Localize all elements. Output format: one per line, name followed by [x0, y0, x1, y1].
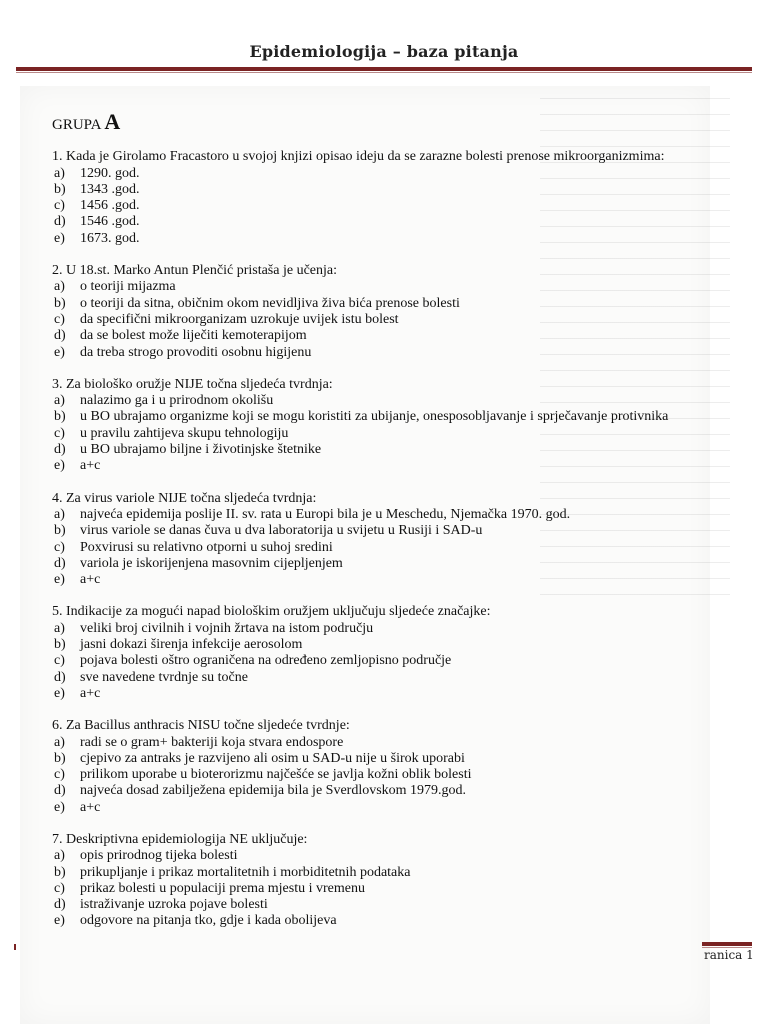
option-letter: b)	[54, 409, 66, 425]
option-letter: d)	[54, 328, 66, 344]
answer-option	[52, 572, 692, 588]
option-text: sve navedene tvrdnje su točne	[80, 669, 248, 685]
option-text: a+c	[80, 685, 101, 701]
option-letter: d)	[54, 783, 66, 799]
option-letter: a)	[54, 279, 65, 295]
option-letter: e)	[54, 572, 65, 588]
question-text: 3. Za biološko oružje NIJE točna sljedeća tvrdnja:	[52, 376, 333, 392]
option-letter: c)	[54, 539, 65, 555]
header-divider	[16, 67, 752, 71]
option-letter: d)	[54, 214, 66, 230]
header-divider-thin	[16, 72, 752, 73]
option-text: da se bolest može liječiti kemoterapijom	[80, 328, 307, 344]
answer-option	[52, 393, 692, 409]
question-text: 7. Deskriptivna epidemiologija NE uključuje:	[52, 831, 308, 847]
option-letter: e)	[54, 344, 65, 360]
option-letter: c)	[54, 311, 65, 327]
option-text: da specifični mikroorganizam uzrokuje uvijek istu bolest	[80, 311, 399, 327]
option-text: najveća epidemija poslije II. sv. rata u Europi bila je u Meschedu, Njemačka 1970. god.	[80, 506, 571, 522]
answer-option	[52, 279, 692, 295]
question-block	[52, 718, 692, 816]
option-letter: b)	[54, 523, 66, 539]
option-letter: c)	[54, 425, 65, 441]
option-letter: a)	[54, 734, 65, 750]
option-text: 1673. god.	[80, 230, 140, 246]
answer-option	[52, 670, 692, 686]
option-letter: e)	[54, 685, 65, 701]
option-letter: c)	[54, 767, 65, 783]
option-text: jasni dokazi širenja infekcije aerosolom	[80, 637, 303, 653]
question-block	[52, 377, 692, 475]
option-letter: e)	[54, 230, 65, 246]
option-text: 1343 .god.	[80, 181, 140, 197]
answer-options	[52, 735, 692, 816]
answer-option	[52, 182, 692, 198]
questions-container	[52, 149, 692, 929]
answer-option	[52, 735, 692, 751]
answer-option	[52, 296, 692, 312]
option-text: istraživanje uzroka pojave bolesti	[80, 897, 268, 913]
answer-option	[52, 767, 692, 783]
option-text: virus variole se danas čuva u dva laboratorija u svijetu u Rusiji i SAD-u	[80, 523, 483, 539]
answer-options	[52, 848, 692, 929]
group-letter: A	[104, 109, 121, 134]
option-letter: d)	[54, 442, 66, 458]
option-text: u BO ubrajamo biljne i životinjske štetnike	[80, 442, 322, 458]
option-letter: b)	[54, 295, 66, 311]
answer-option	[52, 507, 692, 523]
option-text: da treba strogo provoditi osobnu higijenu	[80, 344, 312, 360]
option-letter: d)	[54, 555, 66, 571]
option-text: a+c	[80, 572, 101, 588]
option-text: Poxvirusi su relativno otporni u suhoj sredini	[80, 539, 333, 555]
answer-option	[52, 426, 692, 442]
answer-option	[52, 442, 692, 458]
answer-option	[52, 751, 692, 767]
option-letter: c)	[54, 198, 65, 214]
footer-left-mark	[14, 944, 16, 950]
answer-options	[52, 393, 692, 474]
page-header-title: Epidemiologija – baza pitanja	[249, 42, 519, 61]
question-block	[52, 832, 692, 930]
answer-option	[52, 345, 692, 361]
option-letter: e)	[54, 799, 65, 815]
question-block	[52, 263, 692, 361]
option-letter: c)	[54, 653, 65, 669]
option-text: prilikom uporabe u bioterorizmu najčešće se javlja kožni oblik bolesti	[80, 767, 472, 783]
option-text: u BO ubrajamo organizme koji se mogu koristiti za ubijanje, onesposobljavanje i sprječavanje protivnika	[80, 409, 669, 425]
answer-option	[52, 214, 692, 230]
answer-option	[52, 783, 692, 799]
option-letter: a)	[54, 506, 65, 522]
option-letter: b)	[54, 864, 66, 880]
option-text: odgovore na pitanja tko, gdje i kada obolijeva	[80, 913, 337, 929]
group-heading	[52, 109, 692, 134]
option-text: radi se o gram+ bakteriji koja stvara endospore	[80, 734, 344, 750]
option-text: opis prirodnog tijeka bolesti	[80, 848, 238, 864]
page-number: ranica 1	[704, 948, 754, 962]
answer-option	[52, 913, 692, 929]
answer-option	[52, 312, 692, 328]
question-text: 4. Za virus variole NIJE točna sljedeća tvrdnja:	[52, 490, 317, 506]
answer-option	[52, 540, 692, 556]
option-text: o teoriji mijazma	[80, 279, 176, 295]
option-text: cjepivo za antraks je razvijeno ali osim u SAD-u nije u širok uporabi	[80, 750, 465, 766]
question-block	[52, 149, 692, 247]
question-block	[52, 491, 692, 589]
option-text: variola je iskorijenjena masovnim cijepljenjem	[80, 555, 343, 571]
option-letter: a)	[54, 393, 65, 409]
option-letter: d)	[54, 897, 66, 913]
answer-option	[52, 686, 692, 702]
answer-option	[52, 166, 692, 182]
answer-option	[52, 523, 692, 539]
option-letter: c)	[54, 880, 65, 896]
answer-option	[52, 800, 692, 816]
answer-options	[52, 166, 692, 247]
group-label: GRUPA	[52, 117, 101, 133]
option-letter: a)	[54, 620, 65, 636]
answer-option	[52, 865, 692, 881]
option-text: 1456 .god.	[80, 198, 140, 214]
footer-divider	[702, 942, 752, 946]
option-text: 1290. god.	[80, 165, 140, 181]
option-text: pojava bolesti oštro ograničena na određeno zemljopisno područje	[80, 653, 452, 669]
option-text: o teoriji da sitna, običnim okom nevidljiva živa bića prenose bolesti	[80, 295, 460, 311]
option-text: najveća dosad zabilježena epidemija bila je Sverdlovskom 1979.god.	[80, 783, 467, 799]
option-text: prikaz bolesti u populaciji prema mjestu i vremenu	[80, 880, 365, 896]
option-text: a+c	[80, 458, 101, 474]
option-letter: d)	[54, 669, 66, 685]
question-text: 6. Za Bacillus anthracis NISU točne sljedeće tvrdnje:	[52, 718, 350, 734]
answer-option	[52, 198, 692, 214]
answer-option	[52, 458, 692, 474]
answer-option	[52, 848, 692, 864]
answer-option	[52, 637, 692, 653]
option-text: nalazimo ga i u prirodnom okolišu	[80, 393, 274, 409]
answer-options	[52, 621, 692, 702]
option-letter: e)	[54, 913, 65, 929]
answer-options	[52, 507, 692, 588]
answer-option	[52, 231, 692, 247]
question-block	[52, 604, 692, 702]
answer-option	[52, 556, 692, 572]
option-letter: a)	[54, 165, 65, 181]
question-text: 2. U 18.st. Marko Antun Plenčić pristaša je učenja:	[52, 263, 337, 279]
answer-option	[52, 621, 692, 637]
option-letter: b)	[54, 181, 66, 197]
answer-option	[52, 653, 692, 669]
option-letter: b)	[54, 750, 66, 766]
option-text: 1546 .god.	[80, 214, 140, 230]
option-text: u pravilu zahtijeva skupu tehnologiju	[80, 425, 289, 441]
question-text: 5. Indikacije za mogući napad biološkim oružjem uključuju sljedeće značajke:	[52, 604, 491, 620]
answer-option	[52, 897, 692, 913]
question-list	[52, 109, 692, 946]
option-text: prikupljanje i prikaz mortalitetnih i morbiditetnih podataka	[80, 864, 411, 880]
option-letter: a)	[54, 848, 65, 864]
option-text: a+c	[80, 799, 101, 815]
answer-options	[52, 279, 692, 360]
option-letter: e)	[54, 458, 65, 474]
answer-option	[52, 409, 692, 425]
answer-option	[52, 881, 692, 897]
answer-option	[52, 328, 692, 344]
question-text: 1. Kada je Girolamo Fracastoro u svojoj knjizi opisao ideju da se zarazne bolesti prenose mikroorganizmima:	[52, 149, 665, 165]
option-text: veliki broj civilnih i vojnih žrtava na istom području	[80, 620, 374, 636]
option-letter: b)	[54, 637, 66, 653]
